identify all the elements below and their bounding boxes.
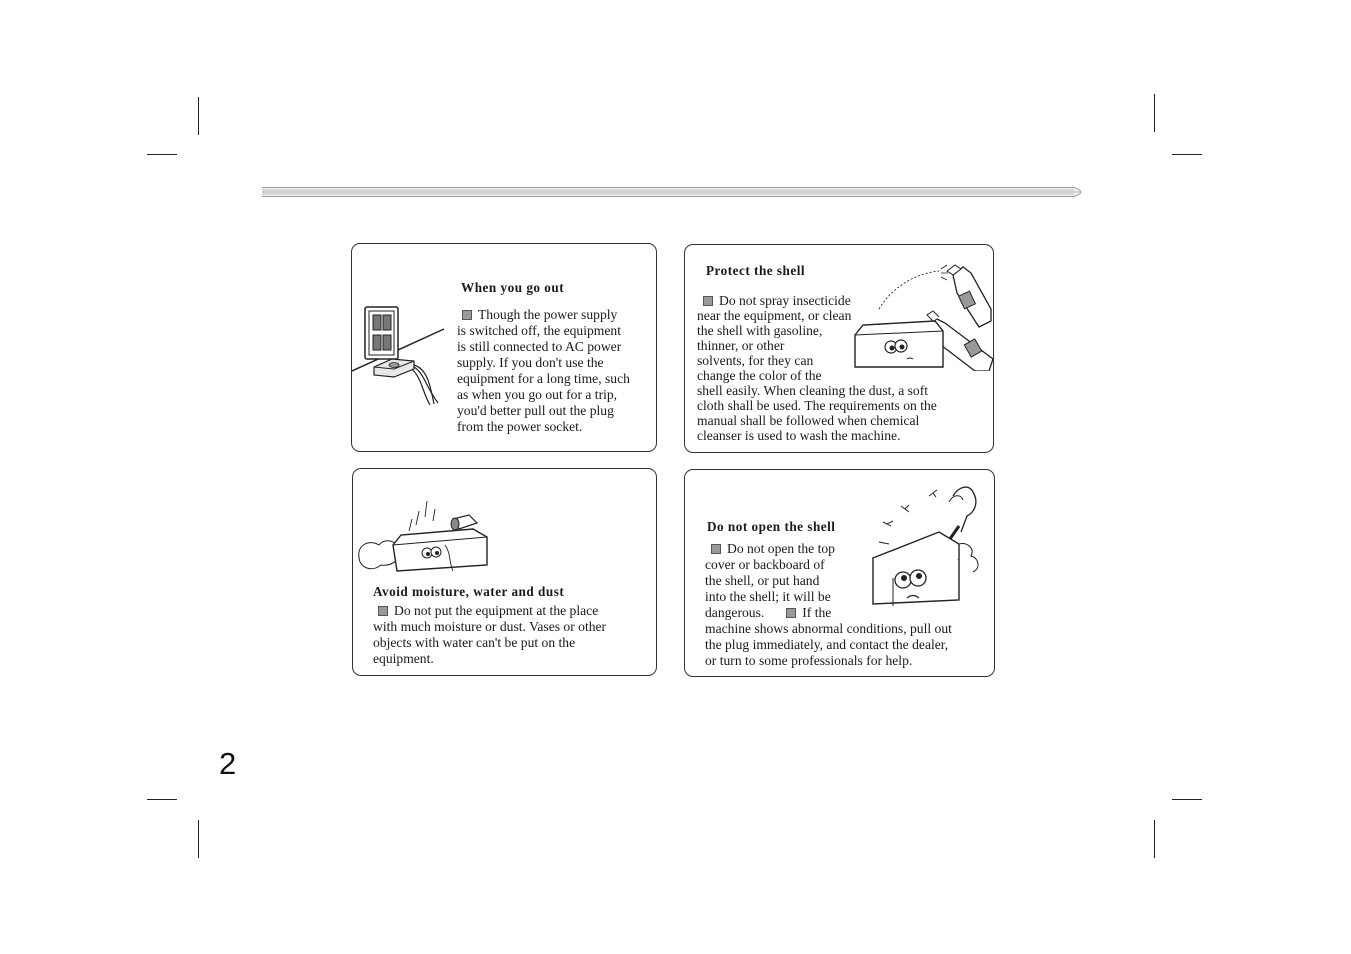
bullet-square-icon [462, 310, 472, 320]
screwdriver-device-icon [863, 482, 995, 618]
section-text-line: you'd better pull out the plug [457, 403, 614, 418]
crop-mark [1154, 94, 1155, 132]
section-text-line: with much moisture or dust. Vases or other [373, 619, 607, 634]
section-text-line: into the shell; it will be [705, 589, 831, 604]
wall-socket-plug-icon [352, 299, 452, 409]
section-text-line: Though the power supply [462, 307, 617, 323]
section-text-line: change the color of the [697, 368, 822, 383]
section-title: Do not open the shell [707, 519, 836, 534]
header-rule [262, 186, 1088, 198]
section-text-line: cleanser is used to wash the machine. [697, 428, 901, 443]
section-title: Avoid moisture, water and dust [373, 584, 565, 599]
section-text-line: solvents, for they can [697, 353, 814, 368]
section-text-line: Do not spray insecticide [703, 293, 851, 309]
section-text-line: near the equipment, or clean [697, 308, 852, 323]
section-text-line: dangerous. If the [705, 605, 832, 620]
crop-mark [1172, 154, 1202, 155]
section-text-line: the shell, or put hand [705, 573, 820, 588]
section-text-line: supply. If you don't use the [457, 355, 604, 370]
wet-device-vase-icon [357, 495, 503, 579]
section-text-line: cover or backboard of [705, 557, 825, 572]
crop-mark [198, 97, 199, 135]
crop-mark [147, 154, 177, 155]
bullet-square-icon [378, 606, 388, 616]
section-text-line: as when you go out for a trip, [457, 387, 618, 402]
spray-bottle-device-icon [849, 259, 995, 371]
section-title: When you go out [461, 280, 565, 295]
section-text-line: equipment. [373, 651, 434, 666]
section-text-line: Do not open the top [711, 541, 835, 557]
section-text-line: or turn to some professionals for help. [705, 653, 913, 668]
section-text-line: thinner, or other [697, 338, 785, 353]
page-number: 2 [219, 746, 237, 781]
section-title: Protect the shell [706, 263, 806, 278]
section-text-line: the plug immediately, and contact the dealer, [705, 637, 949, 652]
section-text-line: the shell with gasoline, [697, 323, 823, 338]
section-text-line: objects with water can't be put on the [373, 635, 576, 650]
crop-mark [1154, 820, 1155, 858]
crop-mark [147, 799, 177, 800]
bullet-square-icon [786, 608, 796, 618]
section-text-line: is still connected to AC power [457, 339, 622, 354]
card-do-not-open-shell [684, 469, 995, 677]
crop-mark [198, 820, 199, 858]
section-text-line: cloth shall be used. The requirements on the [697, 398, 937, 413]
section-text-line: is switched off, the equipment [457, 323, 621, 338]
bullet-square-icon [711, 544, 721, 554]
card-avoid-moisture [352, 468, 657, 676]
card-protect-the-shell [684, 244, 994, 453]
section-text-line: from the power socket. [457, 419, 583, 434]
section-text-line: shell easily. When cleaning the dust, a soft [697, 383, 929, 398]
section-text-line: equipment for a long time, such [457, 371, 630, 386]
bullet-square-icon [703, 296, 713, 306]
section-text-line: Do not put the equipment at the place [378, 603, 598, 619]
card-when-you-go-out [351, 243, 657, 452]
section-text-line: manual shall be followed when chemical [697, 413, 920, 428]
crop-mark [1172, 799, 1202, 800]
section-text-line: machine shows abnormal conditions, pull out [705, 621, 952, 636]
